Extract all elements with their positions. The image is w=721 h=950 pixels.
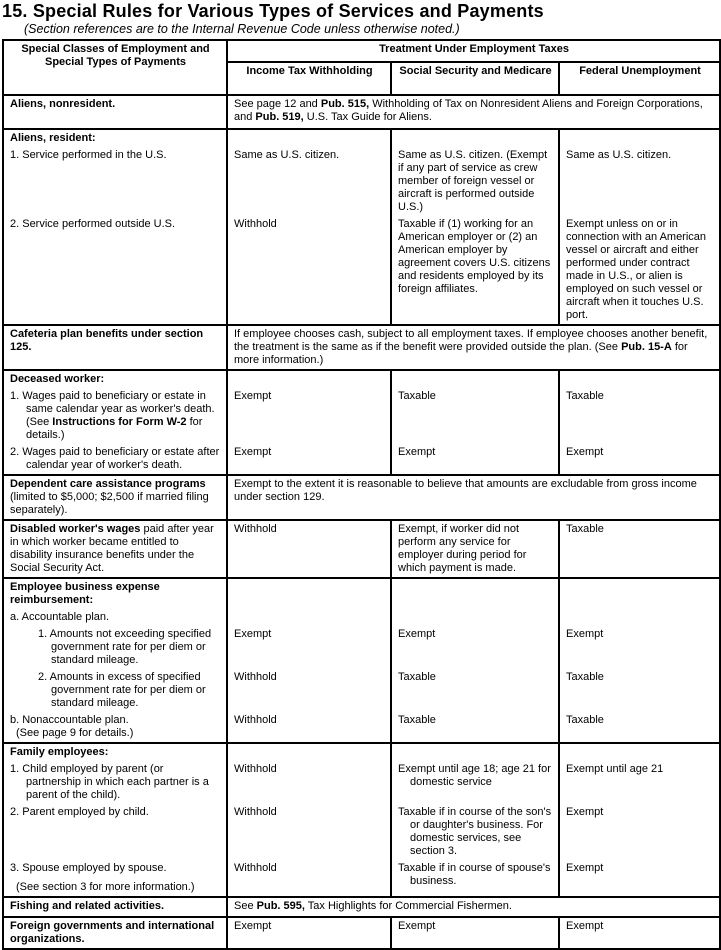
aliens-resident-item1-social-security: Same as U.S. citizen. (Exempt if any part of service as crew member of foreign vessel or aircraft is performed outside U.S.) [391, 147, 559, 216]
treatment-text: Tax Highlights for Commercial Fishermen. [304, 900, 512, 912]
disabled-worker-label: Disabled worker's wages paid after year in which worker became entitled to disability insurance benefits under the Social Security Act. [3, 520, 227, 578]
family-item3-note: (See section 3 for more information.) [16, 881, 195, 893]
disabled-worker-social-security: Exempt, if worker did not perform any service for employer during period for which payment is made. [391, 520, 559, 578]
row-aliens-nonresident [3, 95, 720, 129]
row-employee-business-expense-heading [3, 578, 720, 609]
header-federal-unemployment: Federal Unemployment [559, 62, 720, 95]
family-item3-social-security: Taxable if in course of spouse's business. [391, 860, 559, 897]
nonaccountable-plan-federal-unemployment: Taxable [559, 712, 720, 743]
accountable-plan-item1-federal-unemployment: Exempt [559, 626, 720, 669]
pub-595-reference: Pub. 595, [256, 900, 305, 912]
dependent-care-label: Dependent care assistance programs (limited to $5,000; $2,500 if married filing separately). [3, 475, 227, 520]
accountable-plan-item1-social-security: Exempt [391, 626, 559, 669]
row-foreign-governments [3, 917, 720, 949]
family-item3-label: 3. Spouse employed by spouse. (See section 3 for more information.) [3, 860, 227, 897]
row-accountable-plan-item-1 [3, 626, 720, 669]
treatment-text: U.S. Tax Guide for Aliens. [303, 111, 432, 123]
accountable-plan-label: a. Accountable plan. [3, 609, 227, 626]
aliens-resident-item1-label: 1. Service performed in the U.S. [3, 147, 227, 216]
deceased-worker-item2-label: 2. Wages paid to beneficiary or estate after calendar year of worker's death. [3, 444, 227, 475]
row-dependent-care [3, 475, 720, 520]
row-aliens-resident-heading [3, 129, 720, 147]
special-rules-table [2, 39, 721, 950]
aliens-resident-item1-federal-unemployment: Same as U.S. citizen. [559, 147, 720, 216]
header-social-security-medicare: Social Security and Medicare [391, 62, 559, 95]
aliens-resident-item2-label: 2. Service performed outside U.S. [3, 216, 227, 325]
dependent-care-treatment: Exempt to the extent it is reasonable to believe that amounts are excludable from gross income under section 129. [227, 475, 720, 520]
employee-business-expense-heading: Employee business expense reimbursement: [3, 578, 227, 609]
row-deceased-worker-item-2 [3, 444, 720, 475]
nonaccountable-plan-social-security: Taxable [391, 712, 559, 743]
disabled-worker-federal-unemployment: Taxable [559, 520, 720, 578]
header-income-tax-withholding: Income Tax Withholding [227, 62, 391, 95]
row-nonaccountable-plan [3, 712, 720, 743]
aliens-resident-item2-social-security: Taxable if (1) working for an American employer or (2) an American employer by agreement covers U.S. citizens and residents employed by its foreign affiliates. [391, 216, 559, 325]
nonaccountable-plan-income-tax: Withhold [227, 712, 391, 743]
row-family-employees-item-2 [3, 804, 720, 860]
family-item2-label: 2. Parent employed by child. [3, 804, 227, 860]
row-family-employees-item-3 [3, 860, 720, 897]
aliens-resident-item2-federal-unemployment: Exempt unless on or in connection with an American vessel or aircraft and either performed under contract made in U.S., or alien is employed on such vessel or aircraft when it touches U.S. port. [559, 216, 720, 325]
deceased-worker-item2-social-security: Exempt [391, 444, 559, 475]
deceased-worker-item1-federal-unemployment: Taxable [559, 388, 720, 444]
header-treatment-group: Treatment Under Employment Taxes [227, 40, 720, 62]
family-item1-federal-unemployment: Exempt until age 21 [559, 761, 720, 804]
row-fishing [3, 897, 720, 917]
page-subtitle: (Section references are to the Internal Revenue Code unless otherwise noted.) [24, 22, 460, 36]
deceased-worker-item2-federal-unemployment: Exempt [559, 444, 720, 475]
aliens-nonresident-treatment [227, 95, 720, 129]
row-accountable-plan-label [3, 609, 720, 626]
treatment-text: for more information.) [234, 341, 688, 366]
disabled-worker-income-tax: Withhold [227, 520, 391, 578]
family-item2-social-security: Taxable if in course of the son's or daughter's business. For domestic services, see section 3. [391, 804, 559, 860]
form-w2-reference: Instructions for Form W-2 [52, 416, 187, 428]
row-deceased-worker-heading [3, 370, 720, 388]
pub-519-reference: Pub. 519, [255, 111, 304, 123]
aliens-resident-item1-income-tax: Same as U.S. citizen. [227, 147, 391, 216]
family-item3-federal-unemployment: Exempt [559, 860, 720, 897]
family-item2-federal-unemployment: Exempt [559, 804, 720, 860]
foreign-governments-federal-unemployment: Exempt [559, 917, 720, 949]
accountable-plan-item2-social-security: Taxable [391, 669, 559, 712]
nonaccountable-plan-note: (See page 9 for details.) [16, 727, 134, 739]
accountable-plan-item1-income-tax: Exempt [227, 626, 391, 669]
treatment-text: See [234, 900, 257, 912]
cafeteria-plan-label: Cafeteria plan benefits under section 125. [3, 325, 227, 370]
foreign-governments-income-tax: Exempt [227, 917, 391, 949]
foreign-governments-social-security: Exempt [391, 917, 559, 949]
deceased-worker-item1-label: 1. Wages paid to beneficiary or estate in same calendar year as worker's death. (See Instructions for Form W-2 for details.) [3, 388, 227, 444]
accountable-plan-item1-label: 1. Amounts not exceeding specified government rate for per diem or standard mileage. [3, 626, 227, 669]
deceased-worker-item1-social-security: Taxable [391, 388, 559, 444]
pub-515-reference: Pub. 515, [320, 98, 370, 110]
family-employees-heading: Family employees: [3, 743, 227, 761]
deceased-worker-heading: Deceased worker: [3, 370, 227, 388]
accountable-plan-item2-label: 2. Amounts in excess of specified government rate for per diem or standard mileage. [3, 669, 227, 712]
family-item2-income-tax: Withhold [227, 804, 391, 860]
family-item1-income-tax: Withhold [227, 761, 391, 804]
row-family-employees-heading [3, 743, 720, 761]
aliens-nonresident-label: Aliens, nonresident. [3, 95, 227, 129]
treatment-text: See page 12 and [234, 98, 321, 110]
fishing-treatment [227, 897, 720, 917]
accountable-plan-item2-federal-unemployment: Taxable [559, 669, 720, 712]
fishing-label: Fishing and related activities. [3, 897, 227, 917]
deceased-worker-item2-income-tax: Exempt [227, 444, 391, 475]
row-disabled-worker [3, 520, 720, 578]
row-aliens-resident-item-2 [3, 216, 720, 325]
row-deceased-worker-item-1 [3, 388, 720, 444]
aliens-resident-item2-income-tax: Withhold [227, 216, 391, 325]
header-special-classes: Special Classes of Employment and Special Types of Payments [3, 40, 227, 95]
aliens-resident-heading: Aliens, resident: [3, 129, 227, 147]
deceased-worker-item1-income-tax: Exempt [227, 388, 391, 444]
foreign-governments-label: Foreign governments and international organizations. [3, 917, 227, 949]
family-item1-social-security: Exempt until age 18; age 21 for domestic service [391, 761, 559, 804]
row-family-employees-item-1 [3, 761, 720, 804]
row-cafeteria-plan [3, 325, 720, 370]
family-item3-income-tax: Withhold [227, 860, 391, 897]
row-aliens-resident-item-1 [3, 147, 720, 216]
treatment-text: If employee chooses cash, subject to all employment taxes. If employee chooses another benefit, the treatment is the same as if the benefit were provided outside the plan. (See [234, 328, 708, 353]
treatment-text: Withholding of Tax on Nonresident Aliens and Foreign Corporations, and [234, 98, 703, 123]
pub-15a-reference: Pub. 15-A [621, 341, 672, 353]
family-item1-label: 1. Child employed by parent (or partnership in which each partner is a parent of the child). [3, 761, 227, 804]
cafeteria-plan-treatment [227, 325, 720, 370]
page-title: 15. Special Rules for Various Types of Services and Payments [2, 1, 544, 21]
nonaccountable-plan-label: b. Nonaccountable plan. (See page 9 for details.) [3, 712, 227, 743]
accountable-plan-item2-income-tax: Withhold [227, 669, 391, 712]
row-accountable-plan-item-2 [3, 669, 720, 712]
